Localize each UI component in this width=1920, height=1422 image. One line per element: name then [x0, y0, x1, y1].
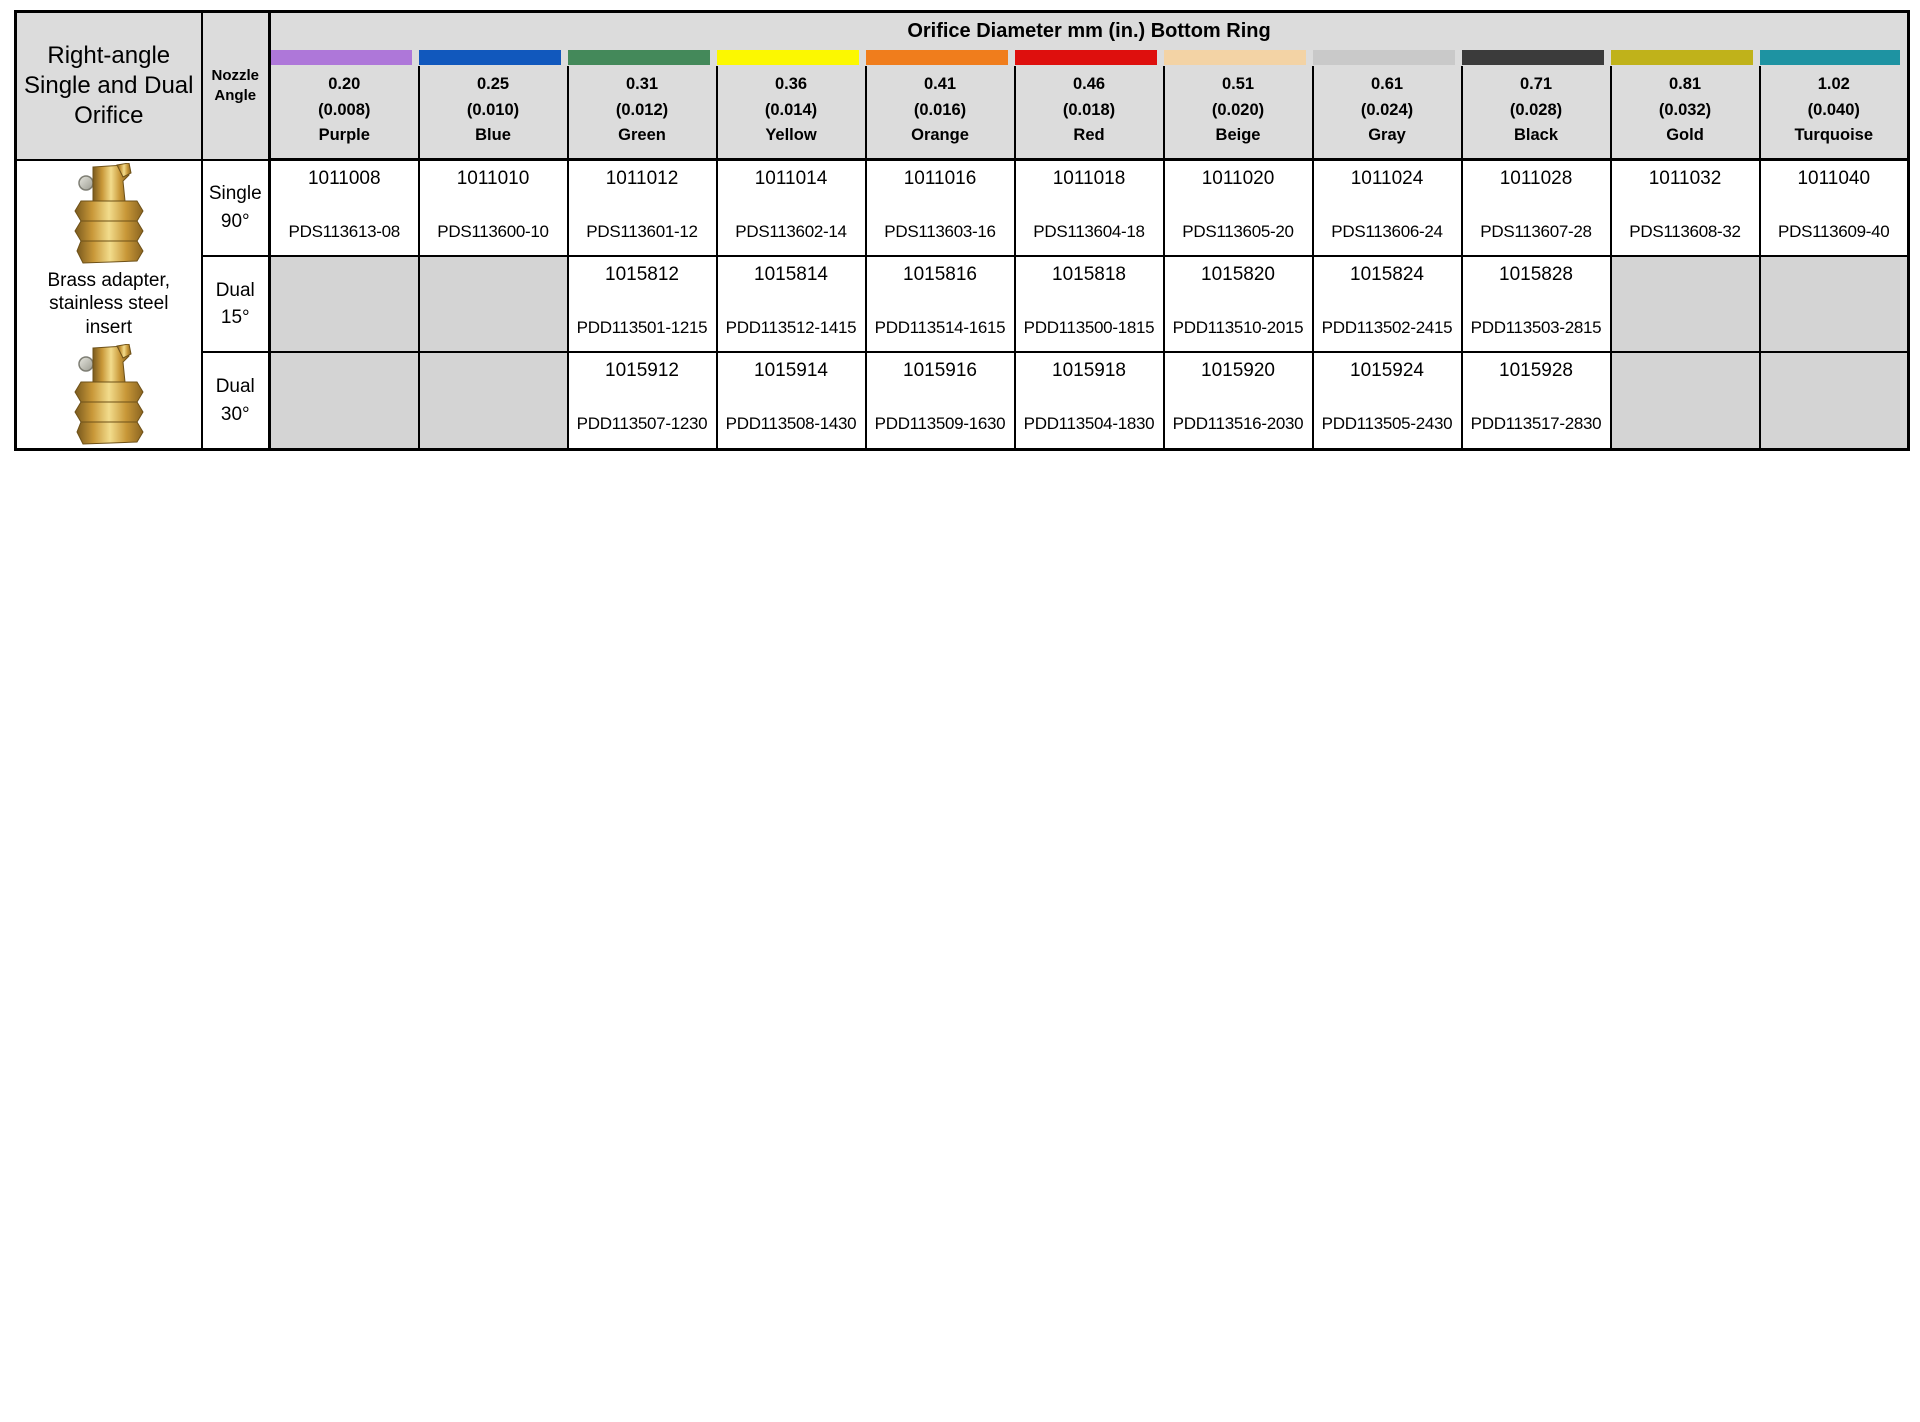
catalog-code: PDD113517-2830 [1470, 414, 1602, 434]
orange-color-bar [866, 50, 1008, 65]
empty-cell [1611, 352, 1760, 449]
catalog-code: PDD113516-2030 [1172, 414, 1304, 434]
part-number: 1011012 [605, 168, 679, 189]
nozzle-angle-header [202, 12, 270, 160]
catalog-code: PDD113503-2815 [1470, 318, 1602, 338]
size-in: (0.008) [318, 100, 371, 119]
color-name: Yellow [765, 126, 817, 145]
nozzle-angle-header-line2: Angle [214, 86, 257, 104]
part-number: 1015912 [605, 360, 679, 382]
part-number: 1011010 [456, 168, 530, 189]
size-mm: 0.25 [476, 75, 510, 93]
catalog-code: PDS113613-08 [288, 222, 400, 241]
color-bar-row [16, 49, 1909, 66]
catalog-code: PDD113507-1230 [576, 414, 708, 434]
color-name: Beige [1215, 126, 1261, 145]
empty-cell [419, 352, 568, 449]
size-mm: 0.61 [1370, 75, 1404, 93]
purple-color-bar [271, 50, 412, 65]
empty-cell [419, 256, 568, 352]
size-mm: 1.02 [1817, 75, 1850, 93]
table-cell [1164, 352, 1313, 449]
part-number: 1015814 [754, 264, 828, 286]
table-cell [717, 160, 866, 257]
table-cell [1164, 256, 1313, 352]
size-in: (0.016) [913, 100, 967, 119]
size-mm: 0.71 [1519, 75, 1553, 93]
part-number: 1011016 [903, 168, 977, 189]
part-number: 1011028 [1499, 168, 1573, 189]
table-cell [1313, 160, 1462, 257]
table-cell [270, 160, 419, 257]
right-angle-single-orifice-nozzle-photo [73, 163, 145, 265]
table-cell [1015, 160, 1164, 257]
yellow-color-bar [717, 50, 859, 65]
turquoise-color-bar [1760, 50, 1901, 65]
color-name: Turquoise [1794, 126, 1874, 145]
size-mm: 0.51 [1221, 75, 1255, 93]
catalog-code: PDS113609-40 [1778, 222, 1890, 241]
empty-cell [1760, 352, 1909, 449]
column-header [568, 66, 717, 160]
table-row [16, 160, 1909, 257]
size-mm: 0.41 [923, 75, 957, 93]
column-header [1611, 66, 1760, 160]
red-color-bar [1015, 50, 1157, 65]
catalog-code: PDS113601-12 [586, 222, 698, 241]
part-number: 1011040 [1797, 168, 1871, 189]
size-mm: 0.46 [1072, 75, 1106, 93]
part-number: 1011008 [307, 168, 381, 189]
part-number: 1015924 [1350, 360, 1424, 382]
size-mm: 0.20 [328, 75, 361, 93]
color-name: Gold [1666, 126, 1704, 145]
part-number: 1015816 [903, 264, 977, 286]
size-in: (0.040) [1807, 100, 1860, 119]
gray-color-bar [1313, 50, 1455, 65]
size-mm: 0.31 [625, 75, 659, 93]
catalog-code: PDD113514-1615 [874, 318, 1006, 338]
size-in: (0.032) [1658, 100, 1712, 119]
part-number: 1015824 [1350, 264, 1424, 286]
part-number: 1015820 [1201, 264, 1275, 286]
part-number: 1011024 [1350, 168, 1424, 189]
part-number: 1015812 [605, 264, 679, 286]
catalog-code: PDD113508-1430 [725, 414, 857, 434]
column-header [270, 66, 419, 160]
part-number: 1015920 [1201, 360, 1275, 382]
catalog-code: PDS113602-14 [735, 222, 847, 241]
table-cell [1611, 160, 1760, 257]
catalog-code: PDS113607-28 [1480, 222, 1592, 241]
orifice-spec-table [14, 10, 1910, 451]
part-number: 1015918 [1052, 360, 1126, 382]
table-row [16, 256, 1909, 352]
column-header [1015, 66, 1164, 160]
color-name: Gray [1368, 126, 1406, 145]
column-header [1760, 66, 1909, 160]
size-in: (0.012) [615, 100, 669, 119]
part-number: 1015916 [903, 360, 977, 382]
catalog-code: PDS113606-24 [1331, 222, 1443, 241]
column-header [1462, 66, 1611, 160]
size-in: (0.028) [1509, 100, 1563, 119]
row-label-dual-30: Dual 30° [202, 352, 270, 449]
row-label-single-90: Single 90° [202, 160, 270, 257]
part-number: 1015828 [1499, 264, 1573, 286]
size-in: (0.010) [466, 100, 520, 119]
beige-color-bar [1164, 50, 1306, 65]
table-cell [1164, 160, 1313, 257]
catalog-code: PDD113502-2415 [1321, 318, 1453, 338]
part-number: 1015914 [754, 360, 828, 382]
part-number: 1011020 [1201, 168, 1275, 189]
catalog-code: PDD113501-1215 [576, 318, 708, 338]
catalog-code: PDS113605-20 [1182, 222, 1294, 241]
right-angle-dual-orifice-nozzle-photo [73, 344, 145, 446]
column-header [1313, 66, 1462, 160]
page [0, 0, 1920, 451]
table-cell [1462, 160, 1611, 257]
table-cell [717, 256, 866, 352]
size-in: (0.014) [764, 100, 818, 119]
blue-color-bar [419, 50, 561, 65]
table-cell [1015, 256, 1164, 352]
product-caption: Brass adapter, stainless steel insert [47, 269, 171, 338]
table-cell [866, 352, 1015, 449]
table-cell [717, 352, 866, 449]
green-color-bar [568, 50, 710, 65]
corner-title: Right-angle Single and Dual Orifice [16, 12, 202, 160]
size-in: (0.018) [1062, 100, 1116, 119]
table-cell [568, 256, 717, 352]
black-color-bar [1462, 50, 1604, 65]
color-name: Green [618, 126, 666, 145]
empty-cell [270, 256, 419, 352]
part-number: 1011014 [754, 168, 828, 189]
catalog-code: PDS113604-18 [1033, 222, 1145, 241]
table-cell [1760, 160, 1909, 257]
size-mm: 0.81 [1668, 75, 1702, 93]
table-cell [1462, 352, 1611, 449]
row-label-dual-15: Dual 15° [202, 256, 270, 352]
catalog-code: PDS113603-16 [884, 222, 996, 241]
color-name: Blue [475, 126, 511, 145]
color-name: Orange [911, 126, 969, 145]
color-name: Black [1513, 126, 1559, 145]
catalog-code: PDD113512-1415 [725, 318, 857, 338]
table-row [16, 352, 1909, 449]
color-name: Red [1073, 126, 1105, 145]
table-cell [419, 160, 568, 257]
table-cell [568, 160, 717, 257]
color-name: Purple [318, 126, 370, 145]
catalog-code: PDD113509-1630 [874, 414, 1006, 434]
catalog-code: PDS113608-32 [1629, 222, 1741, 241]
catalog-code: PDD113504-1830 [1023, 414, 1155, 434]
catalog-code: PDD113500-1815 [1023, 318, 1155, 338]
table-cell [1313, 352, 1462, 449]
table-cell [1313, 256, 1462, 352]
main-header: Orifice Diameter mm (in.) Bottom Ring [270, 12, 1909, 50]
catalog-code: PDD113510-2015 [1172, 318, 1304, 338]
part-number: 1011032 [1648, 168, 1722, 189]
column-header [419, 66, 568, 160]
gold-color-bar [1611, 50, 1753, 65]
column-header [1164, 66, 1313, 160]
size-in: (0.020) [1211, 100, 1265, 119]
catalog-code: PDS113600-10 [437, 222, 549, 241]
table-cell [866, 160, 1015, 257]
size-mm: 0.36 [774, 75, 808, 93]
column-header [866, 66, 1015, 160]
empty-cell [270, 352, 419, 449]
size-in: (0.024) [1360, 100, 1414, 119]
part-number: 1011018 [1052, 168, 1126, 189]
column-header-row [16, 66, 1909, 160]
part-number: 1015818 [1052, 264, 1126, 286]
part-number: 1015928 [1499, 360, 1573, 382]
empty-cell [1611, 256, 1760, 352]
empty-cell [1760, 256, 1909, 352]
column-header [717, 66, 866, 160]
table-cell [866, 256, 1015, 352]
table-cell [1462, 256, 1611, 352]
catalog-code: PDD113505-2430 [1321, 414, 1453, 434]
table-cell [568, 352, 717, 449]
table-cell [1015, 352, 1164, 449]
nozzle-angle-header-line1: Nozzle [211, 67, 259, 85]
product-image-cell [16, 160, 202, 450]
